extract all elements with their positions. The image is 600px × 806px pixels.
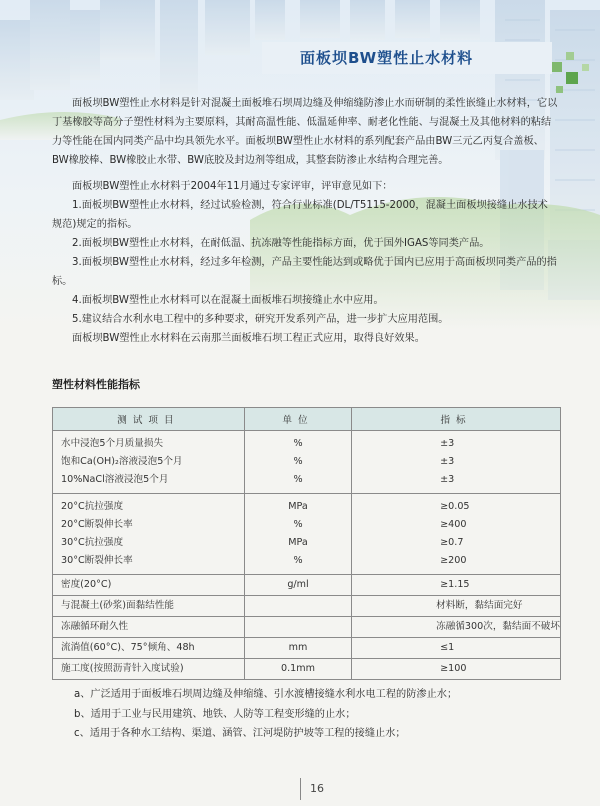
value-cell [352, 659, 561, 680]
table-header-row [53, 408, 561, 431]
unit-value: % [293, 438, 303, 449]
unit-value: g/ml [287, 579, 309, 590]
spec-value: ≥400 [440, 519, 467, 530]
test-item-cell [53, 617, 245, 638]
intro-paragraph: 面板坝BW塑性止水材料是针对混凝土面板堆石坝周边缝及伸缩缝防渗止水而研制的柔性嵌缝止水材料，它以丁基橡胶等高分子塑性材料为主要原料，其耐高温性能、低温延伸率、耐老化性能、与混凝土及其他材料的粘结力等性能在国内同类产品中均具领先水平。面板坝BW塑性止水材料的系列配套产品由BW三元乙丙复合盖板、BW橡胶棒、BW橡胶止水带、BW底胶及封边剂等组成，其整套防渗止水结构合理完善。 [52, 98, 558, 166]
unit-value: 0.1mm [281, 663, 315, 674]
review-item: 2.面板坝BW塑性止水材料，在耐低温、抗冻融等性能指标方面，优于国外IGAS等同类产品。 [72, 238, 490, 249]
test-item-label: 与混凝土(砂浆)面黏结性能 [61, 600, 175, 611]
column-header: 单位 [244, 408, 351, 431]
spec-value: ≥0.7 [440, 537, 464, 548]
test-item-label: 流淌值(60°C)、75°倾角、48h [61, 642, 195, 653]
decorative-square-icon [566, 52, 574, 60]
test-item-label: 密度(20°C) [61, 579, 112, 590]
test-item-label: 施工度(按照沥青针入度试验) [61, 663, 184, 674]
decorative-square-icon [582, 64, 589, 71]
spec-value: ≥200 [440, 555, 467, 566]
spec-value: ±3 [440, 474, 455, 485]
test-item-cell [53, 596, 245, 617]
unit-cell [244, 575, 351, 596]
test-item-label: 冻融循环耐久性 [61, 621, 129, 632]
unit-cell [244, 596, 351, 617]
application-notes [74, 685, 457, 744]
spec-value: ±3 [440, 438, 455, 449]
test-item-label: 30°C抗拉强度 [61, 537, 124, 548]
table-row [53, 638, 561, 659]
test-item-cell [53, 494, 245, 575]
test-item-cell [53, 431, 245, 494]
column-header: 测试项目 [53, 408, 245, 431]
unit-value: % [293, 456, 303, 467]
unit-value: MPa [288, 537, 308, 548]
performance-table [52, 407, 561, 680]
test-item-label: 20°C断裂伸长率 [61, 519, 133, 530]
table-row [53, 431, 561, 494]
unit-value: % [293, 474, 303, 485]
unit-value [245, 618, 351, 636]
test-item-cell [53, 638, 245, 659]
decorative-square-icon [566, 72, 578, 84]
section-heading: 塑性材料性能指标 [52, 378, 140, 391]
table-row [53, 596, 561, 617]
test-item-label: 20°C抗拉强度 [61, 501, 124, 512]
test-item-cell [53, 575, 245, 596]
spec-value: ≤1 [440, 642, 455, 653]
unit-cell [244, 431, 351, 494]
spec-value: ≥0.05 [440, 501, 470, 512]
unit-value: MPa [288, 501, 308, 512]
spec-value: ±3 [440, 456, 455, 467]
test-item-label: 饱和Ca(OH)₂溶液浸泡5个月 [61, 456, 183, 467]
table-row [53, 659, 561, 680]
test-item-cell [53, 659, 245, 680]
value-cell [352, 575, 561, 596]
unit-cell [244, 494, 351, 575]
unit-value: mm [288, 642, 308, 653]
note-item: c、适用于各种水工结构、渠道、涵管、江河堤防护坡等工程的接缝止水； [74, 728, 406, 739]
unit-value [245, 597, 351, 615]
table-row [53, 575, 561, 596]
note-item: b、适用于工业与民用建筑、地铁、人防等工程变形缝的止水； [74, 708, 356, 720]
page-number-divider [300, 778, 301, 800]
spec-value: 材料断，黏结面完好 [436, 600, 523, 611]
intro-paragraph: 面板坝BW塑性止水材料在云南那兰面板堆石坝工程正式应用，取得良好效果。 [72, 333, 425, 344]
unit-value: % [293, 555, 303, 566]
value-cell [352, 494, 561, 575]
spec-value: 冻融循300次，黏结面不破坏 [436, 621, 560, 632]
test-item-label: 30°C断裂伸长率 [61, 555, 133, 566]
column-header: 指标 [352, 408, 561, 431]
page-title: 面板坝BW塑性止水材料 [300, 49, 474, 67]
unit-cell [244, 638, 351, 659]
test-item-label: 10%NaCl溶液浸泡5个月 [61, 474, 169, 485]
review-item: 4.面板坝BW塑性止水材料可以在混凝土面板堆石坝接缝止水中应用。 [72, 295, 384, 306]
value-cell [352, 596, 561, 617]
review-item: 5.建议结合水利水电工程中的多种要求，研究开发系列产品，进一步扩大应用范围。 [72, 314, 449, 325]
unit-cell [244, 617, 351, 638]
intro-paragraph: 面板坝BW塑性止水材料于2004年11月通过专家评审，评审意见如下： [72, 181, 393, 192]
page-number: 16 [310, 782, 324, 795]
value-cell [352, 638, 561, 659]
value-cell [352, 431, 561, 494]
review-item: 3.面板坝BW塑性止水材料，经过多年检测，产品主要性能达到或略优于国内已应用于高面板坝同类产品的指标。 [52, 257, 557, 287]
table-row [53, 617, 561, 638]
test-item-label: 水中浸泡5个月质量损失 [61, 438, 164, 449]
intro-text [52, 94, 558, 348]
decorative-square-icon [552, 62, 562, 72]
unit-cell [244, 659, 351, 680]
unit-value: % [293, 519, 303, 530]
decorative-square-icon [556, 86, 563, 93]
review-item: 1.面板坝BW塑性止水材料，经过试验检测，符合行业标准(DL/T5115-2000，混凝土面板坝接缝止水技术规范)规定的指标。 [52, 200, 548, 230]
table-row [53, 494, 561, 575]
spec-value: ≥100 [440, 663, 467, 674]
note-item: a、广泛适用于面板堆石坝周边缝及伸缩缝、引水渡槽接缝水利水电工程的防渗止水； [74, 689, 458, 700]
spec-value: ≥1.15 [440, 579, 470, 590]
value-cell [352, 617, 561, 638]
